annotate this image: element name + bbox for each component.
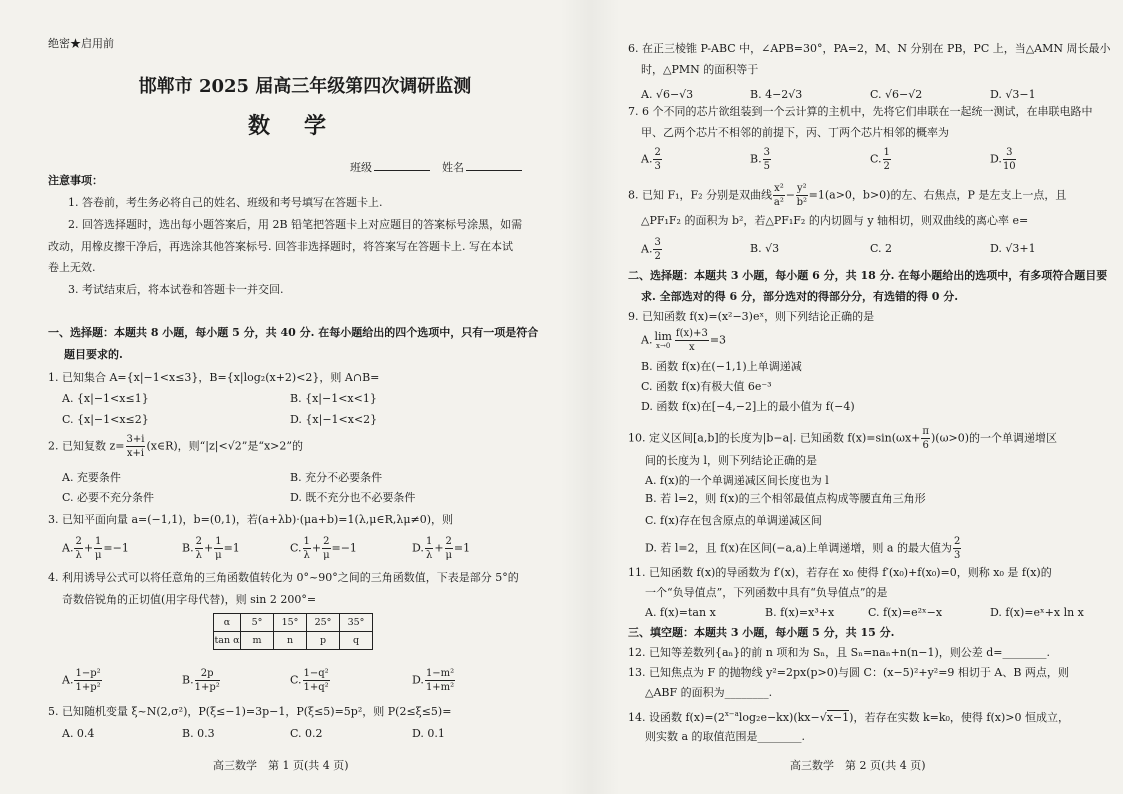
question-7-stem: 甲、乙两个芯片不相邻的前提下，丙、丁两个芯片相邻的概率为 (641, 126, 949, 139)
option-label: D. (412, 541, 424, 555)
stem-text: )(ω>0)的一个单调递增区 (930, 431, 1058, 445)
q2-option-a: A. 充要条件 (62, 471, 121, 484)
question-1-stem: 1. 已知集合 A={x|−1<x≤3}，B={x|log₂(x+2)<2}，则 A∩B= (48, 371, 380, 384)
option-rest: =−1 (331, 541, 357, 555)
fraction (322, 536, 330, 561)
question-3-stem: 3. 已知平面向量 a=(−1,1)，b=(0,1)，若(a+λb)·(μa+b)=1(λ,μ∈R,λμ≠0)，则 (48, 513, 453, 526)
table-cell: p (307, 632, 340, 650)
fraction (214, 536, 222, 561)
fraction (195, 536, 203, 561)
page-footer: 高三数学 第 2 页(共 4 页) (790, 759, 926, 772)
numerator: 1 (883, 147, 890, 158)
q6-option-b: B. 4−2√3 (750, 88, 803, 101)
stem-text: 2. 已知复数 z= (48, 439, 125, 453)
section-heading: 一、选择题：本题共 8 小题，每小题 5 分，共 40 分. 在每小题给出的四个选项中，只有一项是符合 (48, 326, 539, 339)
fraction (445, 536, 453, 561)
q9-option-b: B. 函数 f(x)在(−1,1)上单调递减 (641, 360, 802, 373)
denominator: 5 (763, 161, 770, 172)
question-14: 则实数 a 的取值范围是________. (645, 730, 806, 743)
q5-option-c: C. 0.2 (290, 727, 323, 740)
q11-option-d: D. f(x)=eˣ+x ln x (990, 606, 1084, 619)
q2-option-d: D. 既不充分也不必要条件 (290, 491, 416, 504)
denominator: μ (323, 550, 330, 561)
numerator: x² (774, 183, 784, 194)
q11-option-b: B. f(x)=x³+x (765, 606, 835, 619)
q3-option-b (182, 536, 240, 561)
table-cell: m (241, 632, 274, 650)
numerator: 2p (195, 668, 220, 681)
denominator: 3 (953, 550, 961, 561)
denominator: λ (195, 550, 202, 561)
denominator: μ (94, 550, 102, 561)
subject-title: 数 学 (248, 113, 333, 139)
option-rest: =3 (709, 333, 727, 347)
fraction (1003, 147, 1016, 172)
denominator: a² (773, 197, 784, 208)
fraction (74, 536, 82, 561)
numerator: π (922, 426, 929, 437)
option-label: D. (990, 152, 1002, 166)
denominator: 1+q² (303, 682, 329, 693)
option-label: A. (641, 152, 653, 166)
q8-option-d: D. √3+1 (990, 242, 1036, 255)
denominator: λ (75, 550, 82, 561)
stem-text: =1(a>0，b>0)的左、右焦点，P 是左支上一点，且 (808, 188, 1067, 202)
numerator: f(x)+3 (675, 328, 708, 339)
fraction (303, 536, 311, 561)
denominator: b² (796, 197, 807, 208)
fraction (773, 183, 785, 208)
q4-option-c (290, 668, 331, 693)
table-cell: q (340, 632, 373, 650)
denominator: 10 (1002, 161, 1016, 172)
numerator: 3 (763, 147, 770, 158)
option-rest: =1 (223, 541, 240, 555)
note-line: 2. 回答选择题时，选出每小题答案后，用 2B 铅笔把答题卡上对应题目的答案标号涂黑，如需 (68, 218, 523, 231)
q11-option-c: C. f(x)=e²ˣ−x (868, 606, 943, 619)
numerator: 3 (654, 237, 661, 248)
table-cell: 5° (241, 614, 274, 632)
fraction (303, 668, 330, 693)
q3-option-c (290, 536, 357, 561)
q1-option-c: C. {x|−1<x≤2} (62, 413, 149, 426)
stem-text: (x∈R)，则“|z|<√2”是“x>2”的 (146, 439, 304, 453)
numerator: 1 (303, 536, 310, 547)
question-5-stem: 5. 已知随机变量 ξ~N(2,σ²)，P(ξ≤−1)=3p−1，P(ξ≤5)=5p²，则 P(2≤ξ≤5)= (48, 705, 452, 718)
student-info-fields (350, 158, 534, 176)
radicand: x−1 (826, 711, 850, 724)
q10-option-d (645, 536, 962, 561)
question-2-stem (48, 434, 303, 459)
question-10-stem: 间的长度为 l，则下列结论正确的是 (645, 454, 818, 467)
numerator: 2 (195, 536, 202, 547)
fraction (763, 147, 771, 172)
q1-option-d: D. {x|−1<x<2} (290, 413, 378, 426)
fraction (425, 668, 455, 693)
lim-subscript: x→0 (656, 342, 671, 350)
fraction (195, 668, 220, 693)
lim-text: lim (654, 330, 672, 343)
option-text: D. 若 l=2，且 f(x)在区间(−a,a)上单调递增，则 a 的最大值为 (645, 541, 952, 555)
q4-option-a (62, 668, 103, 693)
question-6-stem: 时，△PMN 的面积等于 (641, 63, 759, 76)
tangent-table (213, 613, 373, 650)
option-label: B. (750, 152, 762, 166)
note-line: 卷上无效. (48, 261, 96, 274)
fraction (921, 426, 930, 451)
q10-option-a: A. f(x)的一个单调递减区间长度也为 l (645, 474, 829, 487)
name-blank (466, 158, 522, 171)
notes-heading: 注意事项： (48, 174, 103, 187)
q8-option-b: B. √3 (750, 242, 780, 255)
numerator: 3 (1003, 147, 1016, 160)
denominator: 1+p² (75, 682, 101, 693)
fraction (796, 183, 808, 208)
secret-mark: 绝密★启用前 (48, 37, 114, 50)
denominator: 1+m² (425, 682, 455, 693)
fraction (653, 147, 661, 172)
q6-option-c: C. √6−√2 (870, 88, 923, 101)
fraction (675, 328, 709, 353)
q5-option-a: A. 0.4 (62, 727, 95, 740)
numerator: 2 (323, 536, 330, 547)
question-13: 13. 已知焦点为 F 的抛物线 y²=2px(p>0)与圆 C：(x−5)²+y²=9 相切于 A、B 两点，则 (628, 666, 1069, 679)
question-12: 12. 已知等差数列{aₙ}的前 n 项和为 Sₙ，且 Sₙ=naₙ+n(n−1)，则公差 d=________. (628, 646, 1051, 659)
option-label: A. (641, 333, 653, 347)
q11-option-a: A. f(x)=tan x (645, 606, 716, 619)
note-line: 1. 答卷前，考生务必将自己的姓名、班级和考号填写在答题卡上. (68, 196, 383, 209)
numerator: 3+i (126, 434, 145, 445)
table-row (214, 632, 373, 650)
numerator: 1 (215, 536, 222, 547)
numerator: 1−q² (303, 668, 329, 679)
question-8-stem: △PF₁F₂ 的面积为 b²，若△PF₁F₂ 的内切圆与 y 轴相切，则双曲线的离心率 e= (641, 214, 1029, 227)
note-line: 3. 考试结束后，将本试卷和答题卡一并交回. (68, 283, 284, 296)
question-13: △ABF 的面积为________. (645, 686, 773, 699)
name-label: 姓名 (442, 161, 464, 174)
q8-option-c: C. 2 (870, 242, 893, 255)
question-4-stem: 奇数倍锐角的正切值(用字母代替)，则 sin 2 200°= (62, 593, 317, 606)
q2-option-c: C. 必要不充分条件 (62, 491, 155, 504)
question-9-stem: 9. 已知函数 f(x)=(x²−3)eˣ，则下列结论正确的是 (628, 310, 875, 323)
denominator: 2 (654, 251, 661, 262)
question-6-stem: 6. 在正三棱锥 P-ABC 中，∠APB=30°，PA=2，M、N 分别在 PB，PC 上，当△AMN 周长最小 (628, 42, 1111, 55)
table-cell: n (274, 632, 307, 650)
operator: + (203, 541, 214, 555)
numerator: 1 (95, 536, 102, 547)
fraction (94, 536, 102, 561)
q9-option-d: D. 函数 f(x)在[−4,−2]上的最小值为 f(−4) (641, 400, 855, 413)
numerator: 2 (953, 536, 961, 547)
option-label: A. (62, 673, 74, 687)
denominator: 2 (883, 161, 890, 172)
denominator: λ (425, 550, 433, 561)
option-rest: =−1 (103, 541, 129, 555)
question-11-stem: 11. 已知函数 f(x)的导函数为 f′(x)，若存在 x₀ 使得 f′(x₀)+f(x₀)=0，则称 x₀ 是 f(x)的 (628, 566, 1052, 579)
table-row (214, 614, 373, 632)
operator: + (83, 541, 94, 555)
question-10-stem (628, 426, 1057, 451)
option-label: B. (182, 541, 194, 555)
stem-text: )，若存在实数 k=k₀，使得 f(x)>0 恒成立， (849, 711, 1069, 724)
option-label: B. (182, 673, 194, 687)
q5-option-d: D. 0.1 (412, 727, 445, 740)
section-heading: 题目要求的. (64, 348, 123, 361)
q6-option-d: D. √3−1 (990, 88, 1036, 101)
q3-option-a (62, 536, 129, 561)
option-label: D. (412, 673, 424, 687)
question-8-stem (628, 183, 1066, 208)
fraction (74, 668, 101, 693)
stem-text: 10. 定义区间[a,b]的长度为|b−a|. 已知函数 f(x)=sin(ωx+ (628, 431, 921, 445)
option-label: C. (290, 673, 302, 687)
q4-option-b (182, 668, 221, 693)
numerator: 1−m² (425, 668, 455, 679)
denominator: x+i (126, 448, 145, 459)
table-cell: tan α (214, 632, 241, 650)
option-label: A. (641, 242, 653, 256)
q4-option-d (412, 668, 456, 693)
numerator: y² (796, 183, 807, 194)
section-heading: 三、填空题：本题共 3 小题，每小题 5 分，共 15 分. (628, 626, 895, 639)
denominator: λ (303, 550, 310, 561)
table-cell: 25° (307, 614, 340, 632)
denominator: μ (445, 550, 452, 561)
q7-option-b (750, 147, 772, 172)
stem-text: 14. 设函数 f(x)=(2 (628, 711, 725, 724)
fraction (126, 434, 146, 459)
question-4-stem: 4. 利用诱导公式可以将任意角的三角函数值转化为 0°~90°之间的三角函数值，下表是部分 5°的 (48, 571, 519, 584)
operator: + (434, 541, 444, 555)
numerator: 1 (425, 536, 433, 547)
option-label: C. (290, 541, 302, 555)
q7-option-c (870, 147, 892, 172)
q3-option-d (412, 536, 470, 561)
numerator: 2 (445, 536, 452, 547)
denominator: μ (215, 550, 222, 561)
option-rest: =1 (453, 541, 471, 555)
class-blank (374, 158, 430, 171)
question-14 (628, 706, 1069, 726)
section-heading: 二、选择题：本题共 3 小题，每小题 6 分，共 18 分. 在每小题给出的选项中，有多项符合题目要 (628, 269, 1108, 282)
q2-option-b: B. 充分不必要条件 (290, 471, 383, 484)
q10-option-c: C. f(x)存在包含原点的单调递减区间 (645, 514, 822, 527)
option-label: A. (62, 541, 74, 555)
q7-option-a (641, 147, 663, 172)
operator: − (785, 188, 795, 202)
denominator: 6 (922, 440, 929, 451)
numerator: 2 (75, 536, 82, 547)
fraction (653, 237, 661, 262)
numerator: 2 (654, 147, 661, 158)
table-cell: 35° (340, 614, 373, 632)
page-footer: 高三数学 第 1 页(共 4 页) (213, 759, 349, 772)
q5-option-b: B. 0.3 (182, 727, 215, 740)
stem-text: 8. 已知 F₁，F₂ 分别是双曲线 (628, 188, 773, 202)
fraction (425, 536, 433, 561)
table-cell: α (214, 614, 241, 632)
question-11-stem: 一个“负导值点”，下列函数中具有“负导值点”的是 (645, 586, 888, 599)
page-fold (560, 0, 620, 794)
numerator: 1−p² (75, 668, 101, 679)
q9-option-c: C. 函数 f(x)有极大值 6e⁻³ (641, 380, 772, 393)
denominator: 3 (654, 161, 661, 172)
exam-title: 邯郸市 2025 届高三年级第四次调研监测 (138, 76, 472, 97)
option-label: C. (870, 152, 882, 166)
operator: + (311, 541, 322, 555)
q10-option-b: B. 若 l=2，则 f(x)的三个相邻最值点构成等腰直角三角形 (645, 492, 926, 505)
limit-operator (654, 331, 671, 350)
q9-option-a (641, 328, 726, 353)
table-cell: 15° (274, 614, 307, 632)
question-7-stem: 7. 6 个不同的芯片欲组装到一个云计算的主机中，先将它们串联在一起统一测试，在串联电路中 (628, 105, 1093, 118)
q1-option-a: A. {x|−1<x≤1} (62, 392, 149, 405)
stem-text: log₂e−kx)(kx−√ (738, 711, 827, 724)
section-heading: 求. 全部选对的得 6 分，部分选对的得部分分，有选错的得 0 分. (641, 290, 959, 303)
q1-option-b: B. {x|−1<x<1} (290, 392, 377, 405)
exponent: x−a (724, 710, 739, 718)
class-label: 班级 (350, 161, 372, 174)
q6-option-a: A. √6−√3 (641, 88, 694, 101)
fraction (883, 147, 891, 172)
q7-option-d (990, 147, 1017, 172)
q8-option-a (641, 237, 663, 262)
fraction (953, 536, 961, 561)
denominator: x (689, 342, 695, 353)
denominator: 1+p² (194, 682, 220, 693)
note-line: 改动，用橡皮擦干净后，再选涂其他答案标号. 回答非选择题时，将答案写在答题卡上. 写在本试 (48, 240, 513, 253)
